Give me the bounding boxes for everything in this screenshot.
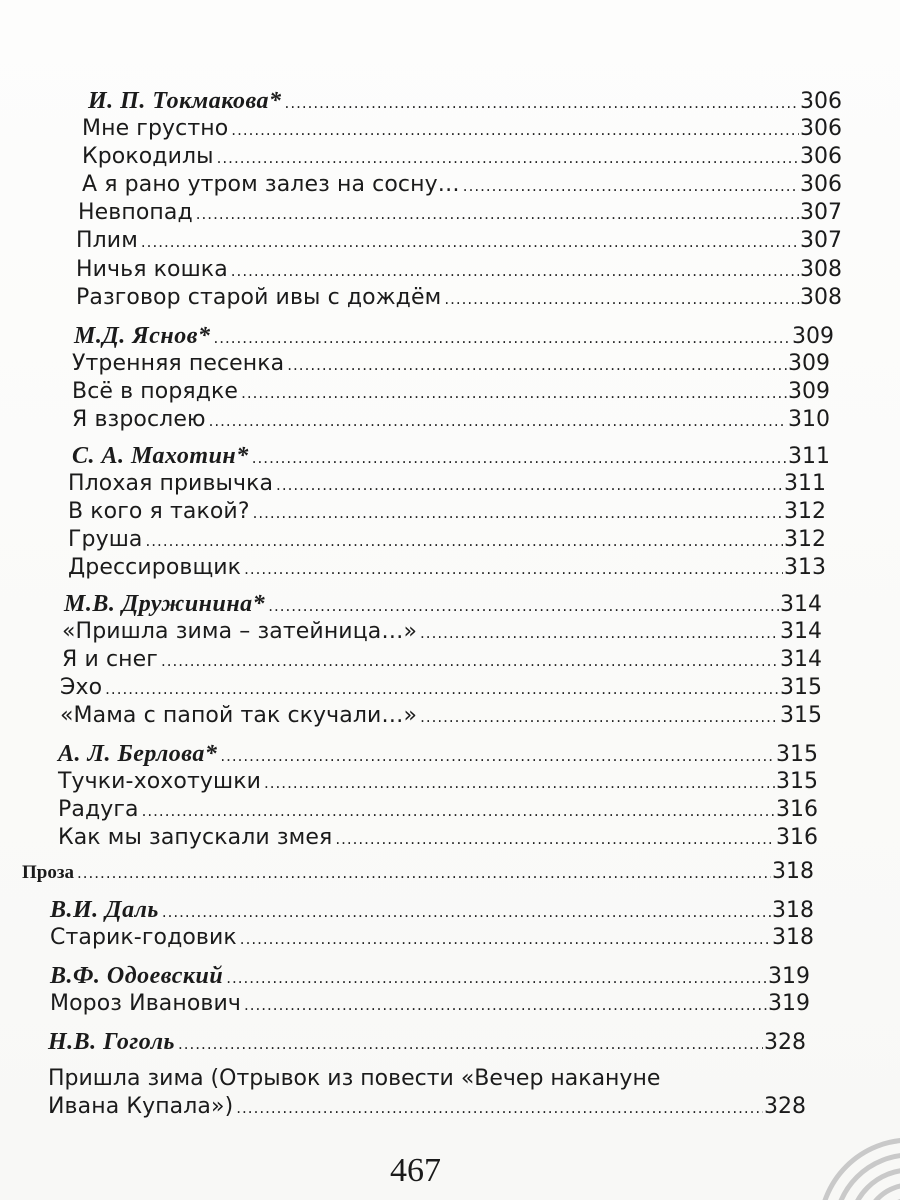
dot-leader [209,412,787,430]
toc-entry-page: 314 [780,619,822,644]
toc-entry-page: 306 [800,89,842,114]
toc-entry-text: Плохая привычка [68,471,274,496]
toc-entry-page: 314 [780,647,822,672]
toc-entry-text: Мороз Иванович [50,991,241,1016]
toc-entry-text: В.Ф. Одоевский [50,963,224,989]
toc-entry-title [72,407,830,439]
toc-entry-text: Как мы запускали змея [58,825,333,850]
toc-entry-page: 316 [776,797,818,822]
dot-leader [268,597,779,615]
dot-leader [253,504,783,522]
toc-entry-page: 307 [800,228,842,253]
toc-entry-page: 312 [784,527,826,552]
toc-entry-title [60,703,822,735]
toc-entry-text: Всё в порядке [72,379,239,404]
toc-entry-page: 311 [784,471,826,496]
toc-entry-page: 306 [800,144,842,169]
toc-entry-text: Крокодилы [82,144,214,169]
dot-leader [244,560,783,578]
dot-leader [161,652,779,670]
dot-leader [77,864,771,882]
toc-entry-title [48,1094,806,1126]
toc-entry-page: 310 [788,407,830,432]
toc-entry-page: 319 [768,964,810,989]
dot-leader [141,233,799,251]
toc-entry-text: Н.В. Гоголь [48,1029,175,1055]
toc-entry-text: И. П. Токмакова* [88,88,282,114]
toc-entry-title [76,228,842,260]
toc-entry-text: Эхо [60,675,103,700]
dot-leader [420,624,779,642]
toc-entry-page: 307 [800,200,842,225]
toc-entry-page: 319 [768,991,810,1016]
decorative-rings [780,1120,900,1200]
dot-leader [226,969,767,987]
toc-entry-text: А. Л. Берлова* [58,741,218,767]
toc-entry-page: 309 [788,379,830,404]
toc-entry-page: 315 [776,769,818,794]
toc-entry-page: 306 [800,172,842,197]
toc-entry-text: В кого я такой? [68,499,250,524]
toc-entry-text: М.В. Дружинина* [64,591,266,617]
toc-entry-page: 306 [800,116,842,141]
dot-leader [244,996,767,1014]
toc-entry-title [58,825,818,857]
toc-entry-text: Я и снег [62,647,158,672]
dot-leader [285,94,799,112]
toc-entry-page: 318 [772,925,814,950]
dot-leader [287,356,787,374]
toc-entry-text: Невпопад [78,200,193,225]
toc-entry-text: Разговор старой ивы с дождём [76,285,442,310]
toc-entry-page: 309 [788,351,830,376]
dot-leader [252,449,787,467]
toc-entry-page: 309 [792,324,834,349]
dot-leader [231,262,799,280]
toc-entry-title-line: Пришла зима (Отрывок из повести «Вечер накануне [48,1066,661,1091]
toc-entry-title [50,991,810,1023]
toc-entry-page: 315 [780,703,822,728]
toc-entry-text: А я рано утром залез на сосну… [82,172,460,197]
toc-entry-text: В.И. Даль [50,897,159,923]
dot-leader [276,476,783,494]
dot-leader [105,680,779,698]
toc-entry-text: «Пришла зима – затейница…» [62,619,418,644]
toc-entry-text: Радуга [58,797,139,822]
dot-leader [217,149,799,167]
dot-leader [264,774,775,792]
dot-leader [444,290,799,308]
page-number: 467 [390,1152,441,1189]
toc-entry-title [50,925,814,957]
toc-entry-title [76,285,842,317]
dot-leader [162,903,771,921]
dot-leader [146,532,783,550]
toc-entry-text: Дрессировщик [68,555,242,580]
toc-entry-text: С. А. Махотин* [72,443,249,469]
toc-entry-text: Старик-годовик [50,925,237,950]
toc-entry-page: 315 [780,675,822,700]
toc-entry-text: Я взрослею [72,407,206,432]
dot-leader [178,1035,763,1053]
toc-entry-page: 313 [784,555,826,580]
toc-entry-page: 315 [776,742,818,767]
toc-entry-section [22,859,814,891]
dot-leader [241,384,787,402]
dot-leader [240,930,771,948]
toc-entry-text: Проза [22,862,74,883]
dot-leader [196,205,799,223]
toc-entry-text: «Мама с папой так скучали…» [60,703,418,728]
toc-entry-page: 314 [780,592,822,617]
toc-entry-text: Утренняя песенка [72,351,285,376]
dot-leader [335,830,775,848]
toc-entry-page: 316 [776,825,818,850]
dot-leader [231,121,799,139]
toc-entry-text: М.Д. Яснов* [74,323,211,349]
dot-leader [213,329,791,347]
toc-entry-page: 308 [800,285,842,310]
dot-leader [220,747,775,765]
toc-entry-page: 328 [764,1030,806,1055]
toc-entry-page: 312 [784,499,826,524]
toc-entry-page: 328 [764,1094,806,1119]
toc-entry-page: 308 [800,257,842,282]
toc-entry-text: Плим [76,228,138,253]
toc-entry-author [48,1029,806,1061]
toc-entry-text: Тучки-хохотушки [58,769,261,794]
dot-leader [463,177,799,195]
dot-leader [236,1099,763,1117]
toc-entry-title [68,555,826,587]
toc-entry-text: Мне грустно [82,116,229,141]
toc-entry-text: Ивана Купала») [48,1094,234,1119]
toc-entry-text: Ничья кошка [76,257,228,282]
toc-entry-page: 311 [788,444,830,469]
toc-entry-text: Груша [68,527,143,552]
toc-entry-page: 318 [772,898,814,923]
toc-entry-page: 318 [772,859,814,884]
dot-leader [142,802,775,820]
dot-leader [420,708,779,726]
